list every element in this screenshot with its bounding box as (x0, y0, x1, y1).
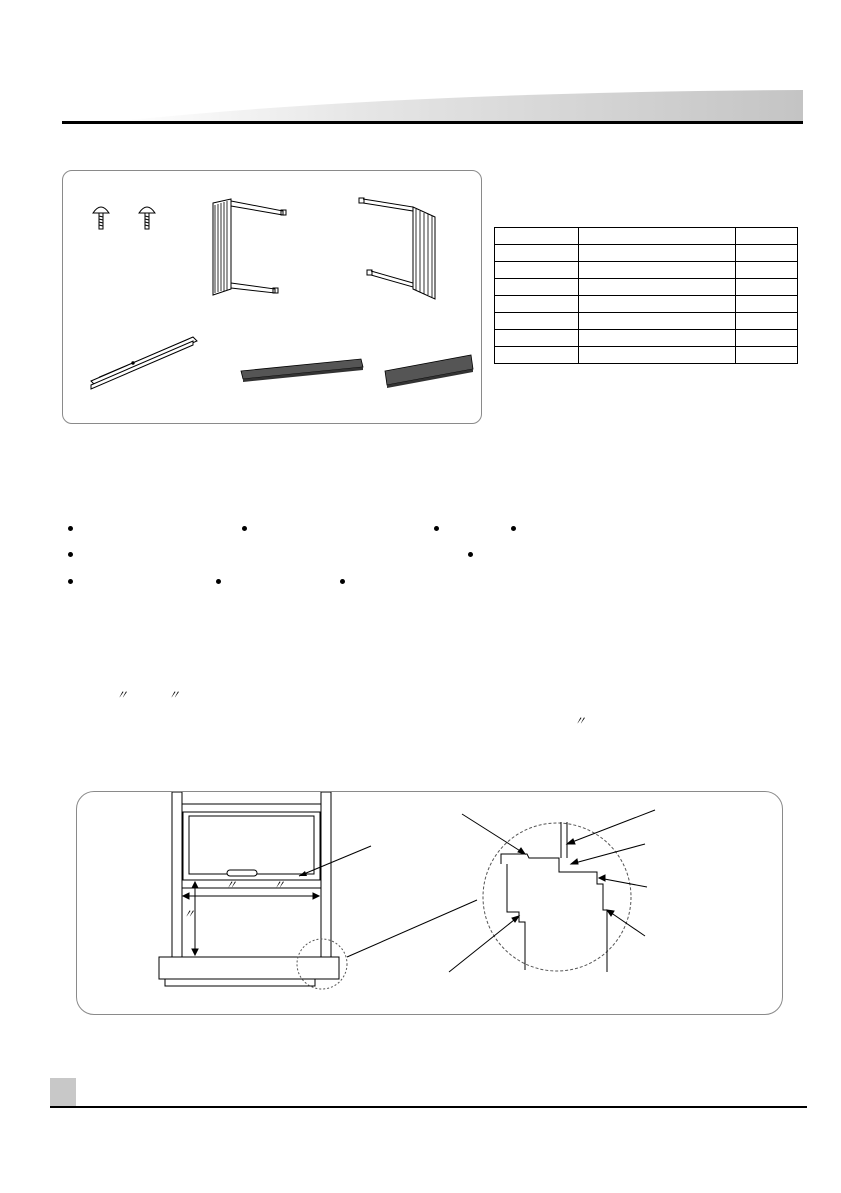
table-cell (736, 245, 798, 262)
table-cell (736, 279, 798, 296)
tools-bullet (68, 526, 73, 531)
table-cell (579, 330, 736, 347)
tools-bullet (468, 552, 473, 557)
table-cell (736, 296, 798, 313)
tools-bullet (434, 526, 439, 531)
table-cell (736, 347, 798, 364)
table-row (495, 347, 798, 364)
parts-illustration (63, 171, 483, 425)
table-row (495, 228, 798, 245)
table-cell (736, 228, 798, 245)
header-rule (62, 121, 803, 124)
window-panel-left-icon (213, 199, 286, 295)
table-cell (495, 245, 579, 262)
table-cell (495, 262, 579, 279)
tools-bullet (242, 526, 247, 531)
table-cell (579, 245, 736, 262)
table-cell (736, 262, 798, 279)
table-cell (495, 279, 579, 296)
tools-bullet (340, 579, 345, 584)
table-row (495, 296, 798, 313)
tools-bullet (68, 552, 73, 557)
detail-connector (347, 900, 477, 957)
table-cell (736, 313, 798, 330)
footer-rule (50, 1106, 807, 1108)
table-cell (495, 296, 579, 313)
width-inch-mark: 〃 (273, 878, 286, 892)
table-cell (495, 313, 579, 330)
table-row (495, 245, 798, 262)
foam-strip-short-icon (385, 355, 473, 388)
table-cell (495, 347, 579, 364)
slider-rail-icon (91, 337, 197, 389)
table-row (495, 279, 798, 296)
table-cell (495, 330, 579, 347)
table-row (495, 330, 798, 347)
parts-panel (62, 170, 482, 424)
detail-leaders (449, 810, 655, 972)
dimension-arrows (183, 882, 319, 955)
inch-mark: 〃 (116, 688, 129, 702)
table-cell (579, 262, 736, 279)
screw-icon (139, 207, 155, 229)
tools-bullet (216, 579, 221, 584)
table-cell (579, 347, 736, 364)
width-inch-mark: 〃 (225, 878, 238, 892)
sill-detail (501, 822, 607, 972)
window-frame (159, 792, 339, 986)
screw-icon (93, 207, 109, 229)
table-row (495, 313, 798, 330)
detail-circle-large (483, 823, 631, 971)
table-cell (579, 313, 736, 330)
window-diagram-panel (76, 791, 783, 1015)
foam-strip-long-icon (241, 359, 363, 382)
inch-mark: 〃 (574, 714, 587, 728)
table-cell (736, 330, 798, 347)
header-band (0, 0, 841, 130)
page-number-badge (50, 1078, 76, 1106)
table-cell (579, 228, 736, 245)
header-gradient-shape (120, 90, 803, 121)
table-cell (579, 279, 736, 296)
height-inch-mark: 〃 (183, 907, 196, 921)
table-row (495, 262, 798, 279)
inch-mark: 〃 (168, 688, 181, 702)
tools-bullet (68, 579, 73, 584)
window-panel-right-icon (359, 198, 435, 299)
window-diagram (77, 792, 784, 1016)
parts-table (494, 227, 798, 364)
table-cell (495, 228, 579, 245)
tools-bullet (511, 526, 516, 531)
table-cell (579, 296, 736, 313)
